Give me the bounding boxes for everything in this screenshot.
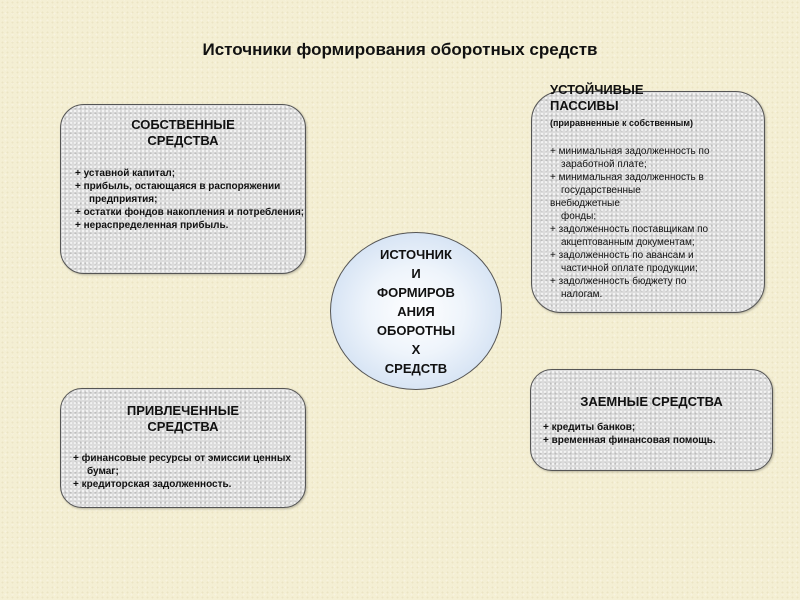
center-label-line: СРЕДСТВ [384, 360, 448, 376]
attracted-funds-list [73, 452, 305, 491]
list-item: + уставной капитал; [75, 168, 176, 179]
list-item: + остатки фондов накопления и потребления; [75, 207, 305, 218]
attracted-funds-heading-line: ПРИВЛЕЧЕННЫЕ [126, 403, 240, 418]
attracted-funds-heading [61, 403, 305, 435]
list-item: + финансовые ресурсы от эмиссии ценных бумаг; [73, 453, 291, 477]
own-funds-list [75, 167, 305, 232]
stable-liabilities-box [531, 82, 765, 313]
center-label-line: ФОРМИРОВ [377, 284, 455, 300]
stable-liabilities-subheading: (приравненные к собственным) [550, 118, 693, 128]
center-label-line: Х [411, 341, 421, 357]
list-item-text: + задолженность поставщикам по [550, 224, 709, 235]
diagram-title: Источники формирования оборотных средств [202, 40, 598, 59]
loan-funds-heading: ЗАЕМНЫЕ СРЕДСТВА [580, 394, 723, 409]
list-item-continuation: фонды; [561, 211, 597, 222]
list-item: + кредиторская задолженность. [73, 479, 232, 490]
list-item [550, 197, 760, 223]
list-item: + прибыль, остающаяся в распоряжении предприятия; [75, 181, 281, 205]
stable-liabilities-heading [550, 82, 750, 114]
list-item-text: внебюджетные [550, 198, 620, 209]
attracted-funds-box [60, 388, 306, 508]
list-item-continuation: государственные [561, 185, 641, 196]
list-item: + кредиты банков; [543, 422, 636, 433]
list-item [550, 249, 760, 275]
list-item-continuation: акцептованным документам; [561, 237, 695, 248]
stable-liabilities-heading-line: УСТОЙЧИВЫЕ [550, 82, 644, 97]
loan-funds-box [530, 369, 773, 471]
list-item-text: + задолженность бюджету по [550, 276, 687, 287]
list-item-text: + минимальная задолженность в [550, 172, 704, 183]
list-item: + нераспределенная прибыль. [75, 220, 229, 231]
own-funds-heading [61, 117, 305, 149]
list-item [550, 275, 760, 301]
center-label-line: И [411, 265, 421, 281]
loan-funds-list [543, 421, 772, 447]
list-item-continuation: частичной оплате продукции; [561, 263, 698, 274]
center-label-line: ОБОРОТНЫ [376, 322, 456, 338]
stable-liabilities-list [550, 145, 760, 301]
stable-liabilities-heading-line: ПАССИВЫ [550, 98, 619, 113]
attracted-funds-heading-line: СРЕДСТВА [147, 419, 219, 434]
own-funds-heading-line: СОБСТВЕННЫЕ [131, 117, 235, 132]
list-item [550, 223, 760, 249]
list-item-continuation: налогам. [561, 289, 603, 300]
center-circle [330, 232, 502, 390]
own-funds-heading-line: СРЕДСТВА [147, 133, 219, 148]
list-item-text: + минимальная задолженность по [550, 146, 710, 157]
list-item-continuation: заработной плате; [561, 159, 647, 170]
center-label-line: ИСТОЧНИК [380, 246, 452, 262]
center-label-line: АНИЯ [397, 303, 435, 319]
own-funds-box [60, 104, 306, 274]
list-item-text: + задолженность по авансам и [550, 250, 694, 261]
list-item [550, 145, 760, 171]
list-item [550, 171, 760, 197]
center-label [361, 245, 471, 378]
list-item: + временная финансовая помощь. [543, 435, 716, 446]
